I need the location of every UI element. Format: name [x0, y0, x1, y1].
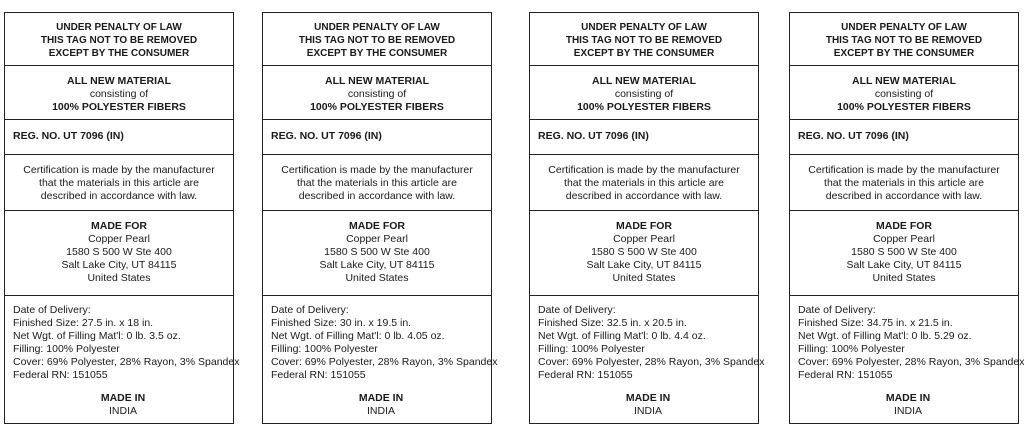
warning-section	[790, 13, 1018, 66]
detail-line: Cover: 69% Polyester, 28% Rayon, 3% Spandex	[13, 356, 240, 368]
detail-line: Date of Delivery:	[13, 304, 91, 316]
cert-line: described in accordance with law.	[298, 190, 456, 202]
made-in-country: INDIA	[633, 405, 662, 417]
reg-number: REG. NO. UT 7096 (IN)	[263, 120, 491, 155]
material-line: consisting of	[874, 88, 934, 100]
address-line: Copper Pearl	[613, 233, 675, 245]
address-line: 1580 S 500 W Ste 400	[591, 246, 697, 258]
material-line: ALL NEW MATERIAL	[851, 75, 956, 87]
certification-section	[530, 155, 758, 211]
detail-line: Date of Delivery:	[271, 304, 349, 316]
details-section	[263, 296, 498, 418]
warning-line: UNDER PENALTY OF LAW	[56, 22, 182, 33]
made-for-section	[790, 211, 1018, 296]
cert-line: Certification is made by the manufacturer	[548, 164, 740, 176]
made-in-country: INDIA	[108, 405, 137, 417]
certification-section	[263, 155, 491, 211]
detail-line: Federal RN: 151055	[271, 369, 366, 381]
detail-line: Net Wgt. of Filling Mat'l: 0 lb. 4.4 oz.	[538, 330, 706, 342]
address-line: Copper Pearl	[88, 233, 150, 245]
made-for-section	[5, 211, 233, 296]
cert-line: that the materials in this article are	[39, 177, 199, 189]
cert-line: Certification is made by the manufacturer	[23, 164, 215, 176]
cert-line: that the materials in this article are	[824, 177, 984, 189]
material-section	[790, 66, 1018, 120]
detail-line: Cover: 69% Polyester, 28% Rayon, 3% Spandex	[538, 356, 765, 368]
made-for-section	[530, 211, 758, 296]
cert-line: Certification is made by the manufacturer	[281, 164, 473, 176]
warning-line: EXCEPT BY THE CONSUMER	[48, 48, 190, 59]
details-section	[790, 296, 1024, 418]
warning-line: THIS TAG NOT TO BE REMOVED	[825, 35, 983, 46]
reg-number: REG. NO. UT 7096 (IN)	[790, 120, 1018, 155]
material-section	[263, 66, 491, 120]
certification-section	[5, 155, 233, 211]
detail-line: Net Wgt. of Filling Mat'l: 0 lb. 4.05 oz.	[271, 330, 445, 342]
material-section	[5, 66, 233, 120]
reg-number: REG. NO. UT 7096 (IN)	[530, 120, 758, 155]
material-line: ALL NEW MATERIAL	[324, 75, 429, 87]
warning-section	[263, 13, 491, 66]
warning-line: EXCEPT BY THE CONSUMER	[306, 48, 448, 59]
detail-line: Finished Size: 30 in. x 19.5 in.	[271, 317, 412, 329]
address-line: Salt Lake City, UT 84115	[586, 259, 702, 271]
detail-line: Finished Size: 34.75 in. x 21.5 in.	[798, 317, 953, 329]
material-line: 100% POLYESTER FIBERS	[577, 101, 711, 113]
detail-line: Federal RN: 151055	[538, 369, 633, 381]
made-for-label: MADE FOR	[91, 220, 147, 232]
origin-block	[798, 392, 1018, 418]
made-for-label: MADE FOR	[876, 220, 932, 232]
law-tag-2	[262, 12, 498, 424]
detail-line: Date of Delivery:	[538, 304, 616, 316]
detail-line: Filling: 100% Polyester	[271, 343, 378, 355]
certification-section	[790, 155, 1018, 211]
detail-line: Cover: 69% Polyester, 28% Rayon, 3% Spandex	[271, 356, 498, 368]
address-line: Copper Pearl	[346, 233, 408, 245]
cert-line: Certification is made by the manufacturer	[808, 164, 1000, 176]
law-tag-1	[4, 12, 240, 424]
warning-line: EXCEPT BY THE CONSUMER	[833, 48, 975, 59]
detail-line: Finished Size: 32.5 in. x 20.5 in.	[538, 317, 687, 329]
warning-section	[530, 13, 758, 66]
warning-line: UNDER PENALTY OF LAW	[841, 22, 967, 33]
address-line: United States	[872, 272, 936, 284]
material-line: 100% POLYESTER FIBERS	[837, 101, 971, 113]
made-for-label: MADE FOR	[349, 220, 405, 232]
address-line: Salt Lake City, UT 84115	[846, 259, 962, 271]
material-line: consisting of	[347, 88, 407, 100]
origin-block	[271, 392, 491, 418]
address-line: 1580 S 500 W Ste 400	[66, 246, 172, 258]
origin-block	[538, 392, 758, 418]
detail-line: Cover: 69% Polyester, 28% Rayon, 3% Spandex	[798, 356, 1024, 368]
cert-line: described in accordance with law.	[40, 190, 198, 202]
warning-line: THIS TAG NOT TO BE REMOVED	[40, 35, 198, 46]
cert-line: that the materials in this article are	[297, 177, 457, 189]
warning-section	[5, 13, 233, 66]
made-for-section	[263, 211, 491, 296]
cert-line: that the materials in this article are	[564, 177, 724, 189]
law-tag-4	[789, 12, 1024, 424]
made-in-country: INDIA	[893, 405, 922, 417]
warning-line: EXCEPT BY THE CONSUMER	[573, 48, 715, 59]
detail-line: Net Wgt. of Filling Mat'l: 0 lb. 5.29 oz.	[798, 330, 972, 342]
law-tag-3	[529, 12, 765, 424]
warning-line: THIS TAG NOT TO BE REMOVED	[298, 35, 456, 46]
detail-line: Filling: 100% Polyester	[538, 343, 645, 355]
warning-line: UNDER PENALTY OF LAW	[581, 22, 707, 33]
material-line: consisting of	[89, 88, 149, 100]
made-in-label: MADE IN	[358, 392, 404, 404]
address-line: United States	[87, 272, 151, 284]
material-line: ALL NEW MATERIAL	[66, 75, 171, 87]
address-line: United States	[345, 272, 409, 284]
cert-line: described in accordance with law.	[565, 190, 723, 202]
address-line: Salt Lake City, UT 84115	[61, 259, 177, 271]
warning-line: UNDER PENALTY OF LAW	[314, 22, 440, 33]
detail-line: Filling: 100% Polyester	[13, 343, 120, 355]
address-line: Salt Lake City, UT 84115	[319, 259, 435, 271]
material-section	[530, 66, 758, 120]
material-line: ALL NEW MATERIAL	[591, 75, 696, 87]
address-line: United States	[612, 272, 676, 284]
details-section	[530, 296, 765, 418]
detail-line: Federal RN: 151055	[798, 369, 893, 381]
detail-line: Finished Size: 27.5 in. x 18 in.	[13, 317, 154, 329]
origin-block	[13, 392, 233, 418]
detail-line: Date of Delivery:	[798, 304, 876, 316]
address-line: 1580 S 500 W Ste 400	[324, 246, 430, 258]
made-in-country: INDIA	[366, 405, 395, 417]
detail-line: Federal RN: 151055	[13, 369, 108, 381]
address-line: 1580 S 500 W Ste 400	[851, 246, 957, 258]
made-in-label: MADE IN	[625, 392, 671, 404]
made-for-label: MADE FOR	[616, 220, 672, 232]
address-line: Copper Pearl	[873, 233, 935, 245]
cert-line: described in accordance with law.	[825, 190, 983, 202]
warning-line: THIS TAG NOT TO BE REMOVED	[565, 35, 723, 46]
details-section	[5, 296, 240, 418]
detail-line: Filling: 100% Polyester	[798, 343, 905, 355]
material-line: 100% POLYESTER FIBERS	[52, 101, 186, 113]
reg-number: REG. NO. UT 7096 (IN)	[5, 120, 233, 155]
detail-line: Net Wgt. of Filling Mat'l: 0 lb. 3.5 oz.	[13, 330, 181, 342]
material-line: consisting of	[614, 88, 674, 100]
made-in-label: MADE IN	[885, 392, 931, 404]
made-in-label: MADE IN	[100, 392, 146, 404]
material-line: 100% POLYESTER FIBERS	[310, 101, 444, 113]
